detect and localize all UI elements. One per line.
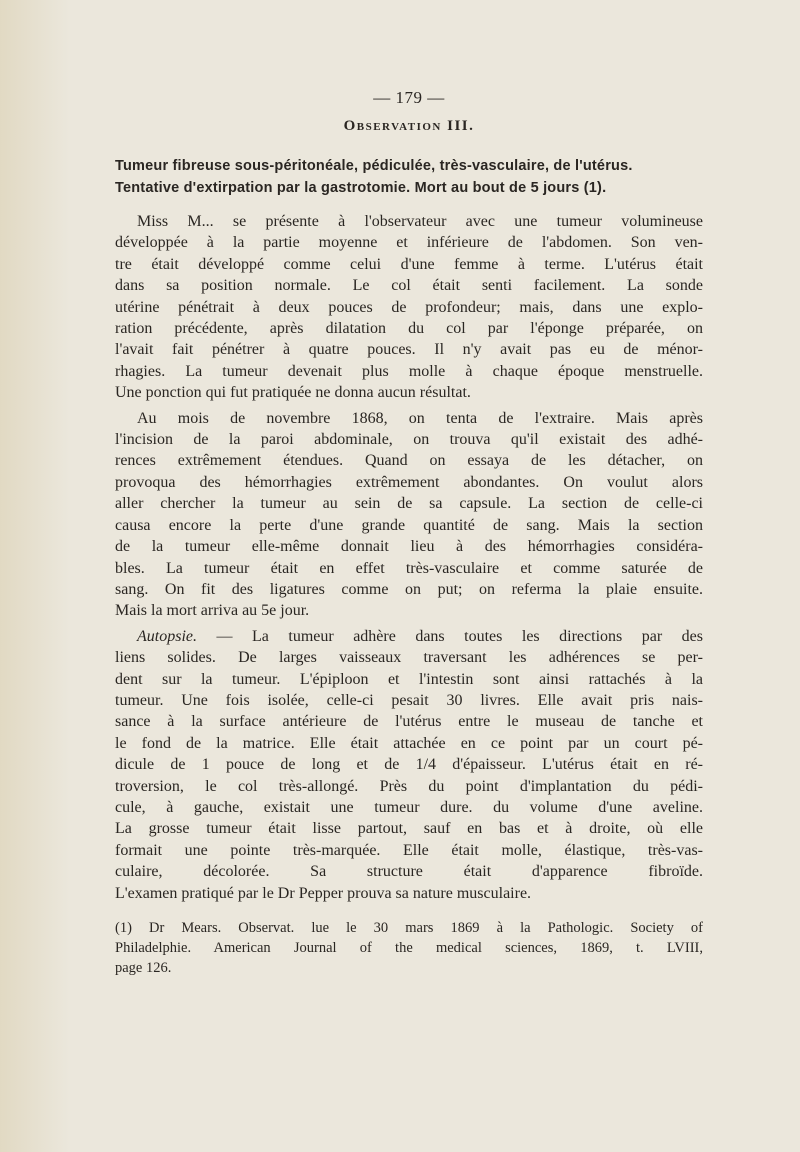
paragraph-line: développée à la partie moyenne et inférieure de l'abdomen. Son ven- (115, 234, 703, 252)
paragraph-line: La grosse tumeur était lisse partout, sauf en bas et à droite, où elle (115, 820, 703, 838)
paragraph-line: cule, à gauche, existait une tumeur dure. du volume d'une aveline. (115, 798, 703, 816)
paragraph-operation (115, 408, 703, 622)
paragraph-line: troversion, le col très-allongé. Près du point d'implantation du pédi- (115, 777, 703, 795)
paragraph-autopsie (115, 626, 703, 904)
footnote (115, 918, 703, 978)
footnote-line: Philadelphie. American Journal of the medical sciences, 1869, t. LVIII, (115, 940, 703, 956)
paragraph-line: Mais la mort arriva au 5e jour. (115, 602, 310, 620)
footnote-line: (1) Dr Mears. Observat. lue le 30 mars 1869 à la Pathologic. Society of (115, 920, 703, 936)
paragraph-line: sang. On fit des ligatures comme on put; on referma la plaie ensuite. (115, 580, 703, 598)
page-edge-stain (0, 0, 70, 1152)
paragraph-line: dicule de 1 pouce de long et de 1/4 d'épaisseur. L'utérus était en ré- (115, 756, 703, 774)
paragraph-line: tumeur. Une fois isolée, celle-ci pesait 30 livres. Elle avait pris nais- (115, 691, 703, 709)
paragraph-line: l'incision de la paroi abdominale, on trouva qu'il existait des adhé- (115, 431, 703, 449)
page-number: — 179 — (373, 88, 445, 107)
paragraph-line: Miss M... se présente à l'observateur avec une tumeur volumineuse (137, 213, 703, 230)
autopsie-first-line-text: — La tumeur adhère dans toutes les directions par des (197, 627, 703, 645)
paragraph-case-description (115, 211, 703, 404)
paragraph-line: liens solides. De larges vaisseaux traversant les adhérences se per- (115, 649, 703, 667)
paragraph-line: Au mois de novembre 1868, on tenta de l'extraire. Mais après (137, 409, 703, 427)
subtitle-line: Tumeur fibreuse sous-péritonéale, pédiculée, très-vasculaire, de l'utérus. (115, 158, 633, 174)
paragraph-line: provoqua des hémorrhagies extrêmement abondantes. On voulut alors (115, 473, 703, 491)
observation-subtitle (115, 155, 703, 199)
paragraph-line: ration précédente, après dilatation du col par l'éponge préparée, on (115, 320, 703, 338)
paragraph-line: le fond de la matrice. Elle était attachée en ce point par un court pé- (115, 734, 703, 752)
paragraph-line: dans sa position normale. Le col était senti facilement. La sonde (115, 277, 703, 295)
paragraph-line: rhagies. La tumeur devenait plus molle à chaque époque menstruelle. (115, 362, 703, 380)
autopsie-first-line (115, 626, 703, 647)
paragraph-line: utérine pénétrait à deux pouces de profondeur; mais, dans une explo- (115, 298, 703, 316)
paragraph-line: formait une pointe très-marquée. Elle était molle, élastique, très-vas- (115, 841, 703, 859)
paragraph-line: rences extrêmement étendues. Quand on essaya de les détacher, on (115, 452, 703, 470)
paragraph-line: bles. La tumeur était en effet très-vasculaire et comme saturée de (115, 559, 703, 577)
paragraph-line: de la tumeur elle-même donnait lieu à des hémorrhagies considéra- (115, 538, 703, 556)
document-page (115, 88, 703, 978)
paragraph-line: causa encore la perte d'une grande quantité de sang. Mais la section (115, 516, 703, 534)
autopsie-label: Autopsie. (137, 627, 197, 645)
paragraph-line: l'avait fait pénétrer à quatre pouces. Il n'y avait pas eu de ménor- (115, 341, 703, 359)
observation-heading: Observation III. (343, 118, 475, 134)
paragraph-line: Une ponction qui fut pratiquée ne donna aucun résultat. (115, 384, 471, 402)
paragraph-line: tre était développé comme celui d'une femme à terme. L'utérus était (115, 255, 703, 273)
paragraph-line: sance à la surface antérieure de l'utérus entre le museau de tanche et (115, 713, 703, 731)
paragraph-line: dent sur la tumeur. L'épiploon et l'intestin sont ainsi rattachés à la (115, 670, 703, 688)
footnote-line: page 126. (115, 960, 172, 976)
paragraph-line: aller chercher la tumeur au sein de sa capsule. La section de celle-ci (115, 495, 703, 513)
subtitle-line: Tentative d'extirpation par la gastrotomie. Mort au bout de 5 jours (1). (115, 180, 607, 196)
paragraph-line: L'examen pratiqué par le Dr Pepper prouva sa nature musculaire. (115, 884, 532, 902)
paragraph-line: culaire, décolorée. Sa structure était d'apparence fibroïde. (115, 863, 703, 881)
